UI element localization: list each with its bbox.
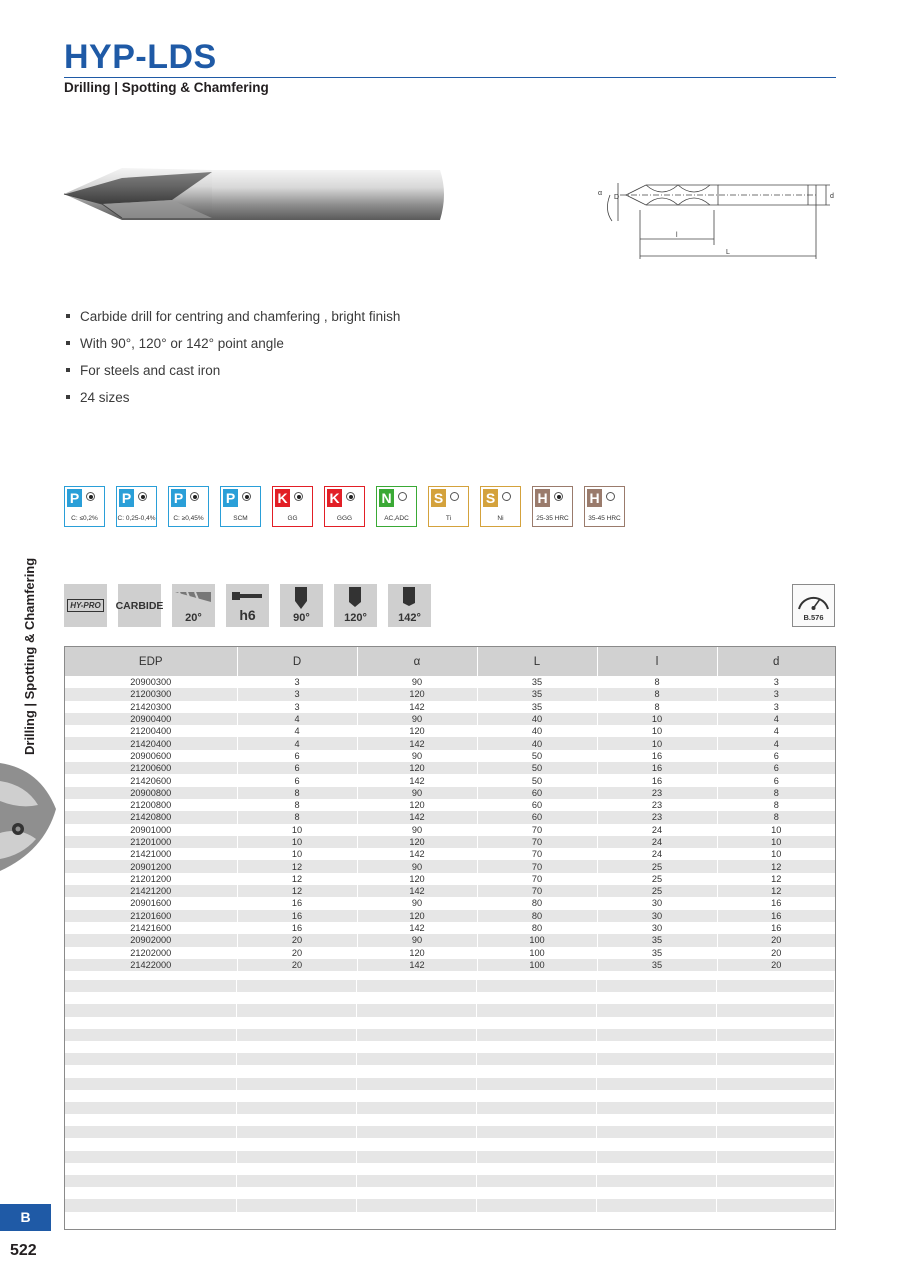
table-cell: 100 [477,934,597,946]
table-cell: 120 [357,836,477,848]
table-cell: 120 [357,873,477,885]
table-cell: 20901000 [65,824,237,836]
gauge-icon [793,587,834,613]
table-cell: 21201000 [65,836,237,848]
table-cell: 90 [357,713,477,725]
table-cell: 142 [357,774,477,786]
material-badge [480,486,521,527]
helix-angle-badge: 20° [172,584,215,627]
table-cell: 6 [717,750,835,762]
feature-item: For steels and cast iron [64,363,400,390]
not-suitable-dot-icon [398,492,407,501]
table-row [65,676,835,688]
table-cell: 70 [477,824,597,836]
material-badge [116,486,157,527]
table-cell: 8 [597,701,717,713]
table-cell: 90 [357,824,477,836]
col-header-d: d [717,647,835,676]
table-cell: 16 [717,922,835,934]
point-angle-142-badge: 142° [388,584,431,627]
table-row [65,860,835,872]
suitable-dot-icon [346,492,355,501]
empty-row [65,992,835,1004]
table-cell: 23 [597,799,717,811]
material-letter: S [431,489,446,507]
table-cell: 6 [237,750,357,762]
tolerance-badge: h6 [226,584,269,627]
material-caption: 25-35 HRC [536,515,569,522]
feature-list [64,309,400,417]
table-cell: 120 [357,910,477,922]
table-cell: 40 [477,713,597,725]
table-cell: 120 [357,762,477,774]
table-cell: 4 [237,737,357,749]
material-letter: P [171,489,186,507]
material-caption: AC,ADC [384,515,409,522]
properties-row [64,584,431,627]
material-badge [272,486,313,527]
table-cell: 6 [717,762,835,774]
table-row [65,725,835,737]
table-cell: 90 [357,860,477,872]
material-letter: K [327,489,342,507]
table-cell: 40 [477,725,597,737]
material-badge [584,486,625,527]
brand-hypro-badge: HY-PRO [64,584,107,627]
table-row [65,774,835,786]
table-cell: 3 [237,676,357,688]
feature-item: Carbide drill for centring and chamfering , bright finish [64,309,400,336]
table-cell: 90 [357,897,477,909]
table-row [65,811,835,823]
table-cell: 80 [477,897,597,909]
table-cell: 142 [357,811,477,823]
table-cell: 21420800 [65,811,237,823]
material-badge [168,486,209,527]
table-cell: 60 [477,787,597,799]
table-row [65,688,835,700]
table-cell: 40 [477,737,597,749]
table-cell: 3 [237,701,357,713]
empty-row [65,1114,835,1126]
label-l: l [676,232,678,239]
empty-row [65,1029,835,1041]
helix-icon [175,590,211,604]
bullet-icon [66,314,70,318]
table-row [65,750,835,762]
empty-row [65,1078,835,1090]
material-letter: P [67,489,82,507]
table-row [65,737,835,749]
empty-row [65,1175,835,1187]
table-cell: 35 [597,934,717,946]
table-cell: 90 [357,934,477,946]
material-caption: SCM [233,515,248,522]
table-cell: 142 [357,885,477,897]
table-cell: 16 [597,774,717,786]
table-cell: 142 [357,848,477,860]
empty-row [65,1065,835,1077]
col-header-l: l [597,647,717,676]
table-cell: 21200400 [65,725,237,737]
table-cell: 20 [717,934,835,946]
point-angle-120-badge: 120° [334,584,377,627]
material-caption: C: ≤0,2% [71,515,98,522]
table-cell: 21421600 [65,922,237,934]
table-cell: 8 [717,811,835,823]
table-cell: 6 [717,774,835,786]
table-cell: 70 [477,860,597,872]
drill-cross-section-graphic [0,763,56,873]
empty-row [65,1163,835,1175]
table-cell: 20900600 [65,750,237,762]
table-row [65,873,835,885]
table-cell: 12 [717,873,835,885]
label-L: L [726,249,730,256]
table-cell: 8 [237,811,357,823]
material-caption: GGG [336,515,353,522]
table-cell: 20901600 [65,897,237,909]
table-cell: 21420300 [65,701,237,713]
table-cell: 8 [597,688,717,700]
table-cell: 4 [717,725,835,737]
material-badge [532,486,573,527]
table-row [65,885,835,897]
table-cell: 21420600 [65,774,237,786]
table-cell: 30 [597,922,717,934]
technical-drawing [590,155,840,265]
table-cell: 120 [357,799,477,811]
table-cell: 60 [477,799,597,811]
table-cell: 70 [477,873,597,885]
table-cell: 8 [717,799,835,811]
material-badge [64,486,105,527]
material-caption: 35-45 HRC [588,515,621,522]
page-subtitle: Drilling | Spotting & Chamfering [64,80,269,95]
table-cell: 10 [717,824,835,836]
table-cell: 60 [477,811,597,823]
suitable-dot-icon [294,492,303,501]
table-cell: 20902000 [65,934,237,946]
table-cell: 100 [477,959,597,971]
table-cell: 20900300 [65,676,237,688]
table-cell: 8 [237,799,357,811]
col-header-alpha: α [357,647,477,676]
bullet-icon [66,368,70,372]
table-cell: 16 [237,922,357,934]
table-cell: 20 [237,947,357,959]
material-badge [376,486,417,527]
table-cell: 25 [597,860,717,872]
table-cell: 120 [357,725,477,737]
table-cell: 21202000 [65,947,237,959]
table-cell: 3 [717,676,835,688]
table-row [65,701,835,713]
not-suitable-dot-icon [606,492,615,501]
table-row [65,897,835,909]
table-cell: 20 [717,959,835,971]
table-cell: 10 [237,836,357,848]
table-cell: 12 [717,885,835,897]
bullet-icon [66,341,70,345]
material-letter: P [223,489,238,507]
table-cell: 12 [717,860,835,872]
table-cell: 10 [717,848,835,860]
feature-item: With 90°, 120° or 142° point angle [64,336,400,363]
table-cell: 20901200 [65,860,237,872]
table-cell: 120 [357,947,477,959]
table-cell: 10 [717,836,835,848]
table-cell: 16 [717,897,835,909]
table-cell: 50 [477,774,597,786]
empty-row [65,1151,835,1163]
empty-row [65,1138,835,1150]
table-cell: 24 [597,824,717,836]
table-cell: 8 [237,787,357,799]
table-cell: 8 [717,787,835,799]
table-row [65,922,835,934]
table-cell: 12 [237,860,357,872]
empty-row [65,980,835,992]
table-cell: 21422000 [65,959,237,971]
label-d: d [830,193,834,200]
table-cell: 8 [597,676,717,688]
material-letter: H [587,489,602,507]
product-table [64,646,836,1230]
table-cell: 20 [237,934,357,946]
table-row [65,836,835,848]
not-suitable-dot-icon [450,492,459,501]
material-badge [324,486,365,527]
point-angle-90-badge: 90° [280,584,323,627]
table-cell: 90 [357,676,477,688]
material-badge [220,486,261,527]
material-caption: Ti [445,515,452,522]
empty-row [65,1126,835,1138]
table-cell: 80 [477,910,597,922]
material-caption: C: 0,25-0,4% [117,515,156,522]
table-row [65,848,835,860]
table-cell: 30 [597,897,717,909]
feature-item: 24 sizes [64,390,400,417]
page-title: HYP-LDS [64,38,217,76]
table-cell: 90 [357,787,477,799]
col-header-L: L [477,647,597,676]
table-row [65,934,835,946]
table-row [65,762,835,774]
table-cell: 100 [477,947,597,959]
table-cell: 24 [597,848,717,860]
material-letter: K [275,489,290,507]
empty-table-rows [65,980,835,1224]
table-cell: 35 [477,688,597,700]
table-cell: 20 [717,947,835,959]
shank-icon [232,590,262,602]
label-D: D [614,194,620,201]
table-cell: 23 [597,787,717,799]
suitable-dot-icon [242,492,251,501]
table-cell: 10 [597,713,717,725]
table-row [65,787,835,799]
table-cell: 10 [237,848,357,860]
drill-product-image [62,160,452,232]
material-caption: Ni [497,515,504,522]
table-row [65,799,835,811]
col-header-edp: EDP [65,647,237,676]
suitable-dot-icon [554,492,563,501]
table-row [65,947,835,959]
empty-row [65,1053,835,1065]
table-cell: 10 [597,725,717,737]
table-cell: 21200800 [65,799,237,811]
table-cell: 12 [237,885,357,897]
table-row [65,959,835,971]
table-cell: 35 [477,701,597,713]
table-cell: 16 [597,750,717,762]
point-angle-icon [401,587,417,609]
table-cell: 4 [717,737,835,749]
empty-row [65,1090,835,1102]
table-cell: 21421200 [65,885,237,897]
table-cell: 3 [717,688,835,700]
table-cell: 70 [477,848,597,860]
table-cell: 23 [597,811,717,823]
table-cell: 21201200 [65,873,237,885]
table-cell: 20900800 [65,787,237,799]
title-divider [64,77,836,78]
table-cell: 35 [597,959,717,971]
page-number: 522 [10,1242,37,1259]
table-header-row [65,647,835,676]
material-letter: H [535,489,550,507]
table-cell: 142 [357,737,477,749]
table-row [65,910,835,922]
table-cell: 10 [237,824,357,836]
table-cell: 120 [357,688,477,700]
table-cell: 4 [717,713,835,725]
table-cell: 24 [597,836,717,848]
table-cell: 16 [237,910,357,922]
material-letter: P [119,489,134,507]
material-caption: C: ≥0,45% [173,515,204,522]
label-alpha: α [598,190,603,197]
table-cell: 6 [237,762,357,774]
table-cell: 10 [597,737,717,749]
carbide-badge: CARBIDE [118,584,161,627]
material-caption: GG [287,515,298,522]
table-cell: 21420400 [65,737,237,749]
bullet-icon [66,395,70,399]
table-cell: 16 [717,910,835,922]
table-cell: 20900400 [65,713,237,725]
table-cell: 25 [597,873,717,885]
material-suitability-row [64,486,625,527]
table-cell: 21421000 [65,848,237,860]
table-cell: 21200300 [65,688,237,700]
not-suitable-dot-icon [502,492,511,501]
empty-row [65,1212,835,1224]
table-cell: 70 [477,885,597,897]
table-cell: 30 [597,910,717,922]
table-cell: 16 [237,897,357,909]
suitable-dot-icon [86,492,95,501]
empty-row [65,1004,835,1016]
empty-row [65,1102,835,1114]
table-cell: 142 [357,922,477,934]
material-badge [428,486,469,527]
empty-row [65,1017,835,1029]
empty-row [65,1187,835,1199]
table-cell: 35 [597,947,717,959]
table-cell: 6 [237,774,357,786]
material-letter: N [379,489,394,507]
table-cell: 25 [597,885,717,897]
table-cell: 90 [357,750,477,762]
table-cell: 142 [357,701,477,713]
section-letter-badge: B [0,1204,51,1231]
side-section-label: Drilling | Spotting & Chamfering [22,557,37,755]
table-cell: 142 [357,959,477,971]
table-cell: 21200600 [65,762,237,774]
empty-row [65,1199,835,1211]
table-cell: 12 [237,873,357,885]
cutting-data-reference[interactable]: B.576 [792,584,835,627]
table-cell: 80 [477,922,597,934]
table-row [65,713,835,725]
table-row [65,824,835,836]
table-cell: 4 [237,713,357,725]
material-letter: S [483,489,498,507]
suitable-dot-icon [138,492,147,501]
table-cell: 3 [237,688,357,700]
table-cell: 20 [237,959,357,971]
table-cell: 50 [477,762,597,774]
point-angle-icon [293,587,309,609]
empty-row [65,1041,835,1053]
col-header-D: D [237,647,357,676]
table-cell: 4 [237,725,357,737]
table-cell: 35 [477,676,597,688]
table-cell: 50 [477,750,597,762]
table-cell: 21201600 [65,910,237,922]
table-cell: 70 [477,836,597,848]
point-angle-icon [347,587,363,609]
suitable-dot-icon [190,492,199,501]
table-cell: 3 [717,701,835,713]
table-cell: 16 [597,762,717,774]
